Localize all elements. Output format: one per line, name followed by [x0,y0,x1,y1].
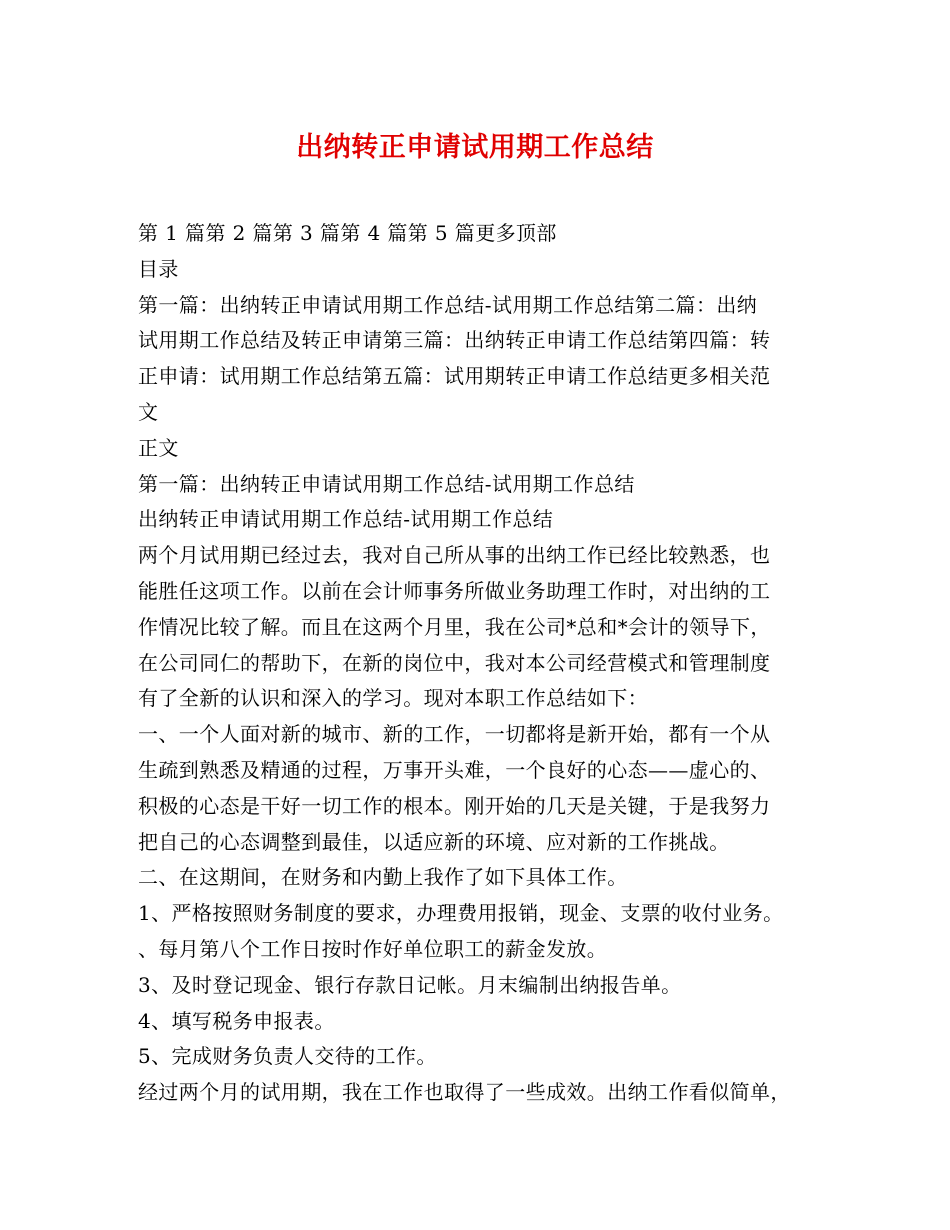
text-line: 试用期工作总结及转正申请第三篇：出纳转正申请工作总结第四篇：转 [138,328,771,353]
text-line: 正文 [138,435,179,460]
text-line: 生疏到熟悉及精通的过程，万事开头难，一个良好的心态——虚心的、 [138,757,771,782]
text-line: 在公司同仁的帮助下，在新的岗位中，我对本公司经营模式和管理制度 [138,650,771,675]
text-line: 第 1 篇第 2 篇第 3 篇第 4 篇第 5 篇更多顶部 [138,221,557,245]
text-line: 把自己的心态调整到最佳，以适应新的环境、应对新的工作挑战。 [138,829,730,854]
text-line: 能胜任这项工作。以前在会计师事务所做业务助理工作时，对出纳的工 [138,578,771,603]
text-line: 一、一个人面对新的城市、新的工作，一切都将是新开始，都有一个从 [138,722,771,747]
text-line: 正申请：试用期工作总结第五篇：试用期转正申请工作总结更多相关范 [138,364,771,389]
text-line: 出纳转正申请试用期工作总结-试用期工作总结 [138,507,554,532]
text-line: 第一篇：出纳转正申请试用期工作总结-试用期工作总结 [138,471,635,496]
document-body [138,216,818,1111]
text-line: 两个月试用期已经过去，我对自己所从事的出纳工作已经比较熟悉，也 [138,543,771,568]
text-line: 、每月第八个工作日按时作好单位职工的薪金发放。 [138,936,608,961]
document-title: 出纳转正申请试用期工作总结 [296,132,654,163]
text-line: 经过两个月的试用期，我在工作也取得了一些成效。出纳工作看似简单， [138,1080,791,1105]
text-line: 5、完成财务负责人交待的工作。 [138,1044,437,1069]
text-line: 第一篇：出纳转正申请试用期工作总结-试用期工作总结第二篇：出纳 [138,292,758,317]
text-line: 1、严格按照财务制度的要求，办理费用报销，现金、支票的收付业务。 [138,901,784,926]
text-line: 3、及时登记现金、银行存款日记帐。月末编制出纳报告单。 [138,972,682,997]
text-line: 文 [138,399,159,424]
text-line: 作情况比较了解。而且在这两个月里，我在公司*总和*会计的领导下， [138,614,771,639]
text-line: 4、填写税务申报表。 [138,1008,335,1033]
text-line: 二、在这期间，在财务和内勤上我作了如下具体工作。 [138,865,628,890]
text-line: 目录 [138,256,179,281]
text-line: 积极的心态是干好一切工作的根本。刚开始的几天是关键，于是我努力 [138,793,771,818]
text-line: 有了全新的认识和深入的学习。现对本职工作总结如下： [138,686,648,711]
